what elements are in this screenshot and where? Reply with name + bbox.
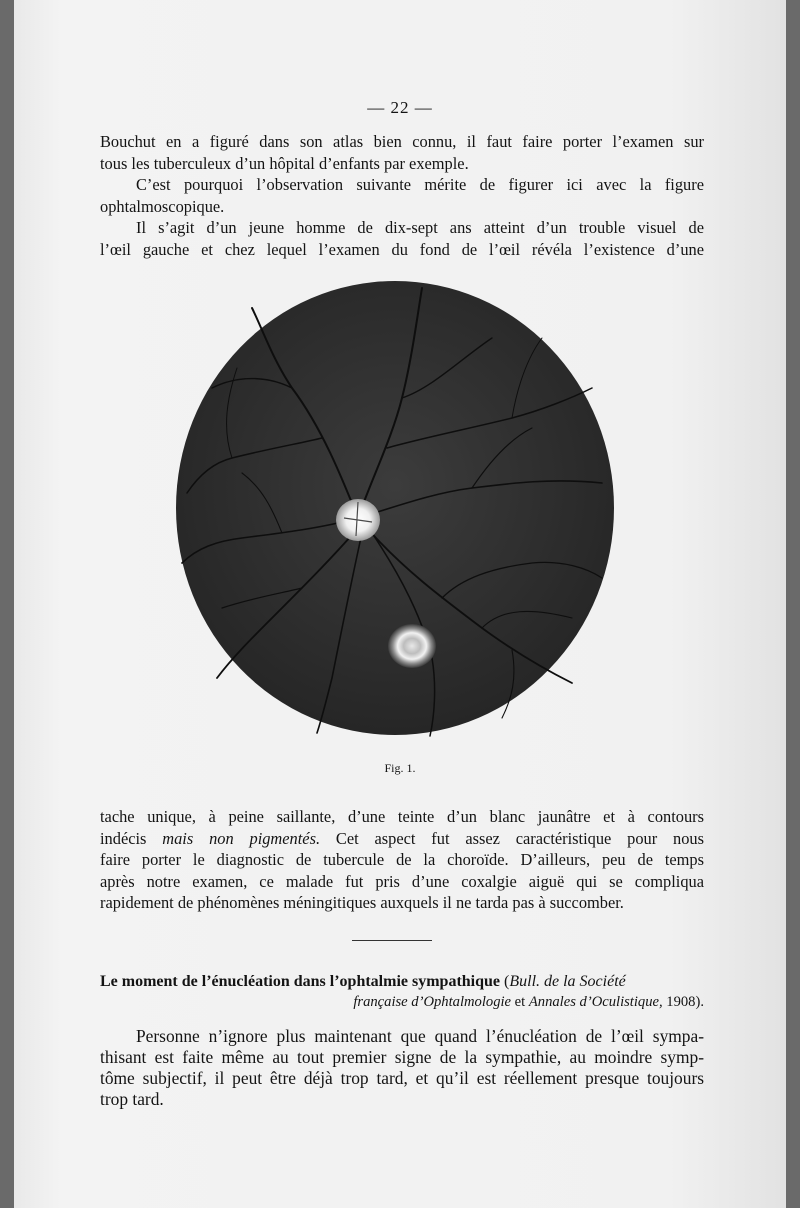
book-page <box>14 0 786 1208</box>
reference-heading <box>100 972 704 1012</box>
reference-source-line <box>100 992 704 1012</box>
reference-journal-1: française d’Ophtalmologie <box>353 994 512 1010</box>
text-line: l’œil gauche et chez lequel l’examen du fond de l’œil révéla l’existence d’une <box>100 239 704 259</box>
page-number: — 22 — <box>367 98 433 117</box>
reference-title: Le moment de l’énucléation dans l’ophtalmie sympathique <box>100 973 501 990</box>
text-line: Bouchut en a figuré dans son atlas bien connu, il faut faire porter l’examen sur <box>100 132 704 151</box>
text-line: tous les tuberculeux d’un hôpital d’enfants par exemple. <box>100 153 469 173</box>
text-line <box>100 828 704 850</box>
reference-journal-2: Annales d’Oculistique, <box>528 994 663 1010</box>
text-line: faire porter le diagnostic de tubercule de la choroïde. D’ailleurs, peu de temps <box>100 850 704 869</box>
text-line: Personne n’ignore plus maintenant que quand l’énucléation de l’œil sympa- <box>136 1026 704 1046</box>
text-line: tache unique, à peine saillante, d’une teinte d’un blanc jaunâtre et à contours <box>100 807 704 826</box>
paragraph-case <box>100 217 704 260</box>
reference-source-open: ( <box>500 973 510 990</box>
text-line: tôme subjectif, il peut être déjà trop tard, et qu’il est réellement presque toujours <box>100 1068 704 1088</box>
italic-phrase: mais non pigmentés. <box>162 828 321 848</box>
paragraph-tache <box>100 806 704 914</box>
reference-year: 1908). <box>662 994 704 1010</box>
paragraph-bouchut <box>100 131 704 174</box>
text-segment: Cet aspect fut assez caractéristique pour nous <box>320 828 704 848</box>
reference-and: et <box>511 994 529 1010</box>
fundus-illustration <box>172 278 618 740</box>
text-segment: indécis <box>100 828 163 848</box>
text-line: ophtalmoscopique. <box>100 196 225 216</box>
text-line: Il s’agit d’un jeune homme de dix-sept ans atteint d’un trouble visuel de <box>136 218 704 237</box>
text-line: après notre examen, ce malade fut pris d’une coxalgie aiguë qui se compliqua <box>100 871 704 891</box>
choroid-tubercle-spot <box>388 624 436 668</box>
text-line: C’est pourquoi l’observation suivante mérite de figurer ici avec la figure <box>136 175 704 194</box>
text-line: thisant est faite même au tout premier signe de la sympathie, au moindre symp- <box>100 1047 704 1067</box>
reference-source-bull: Bull. de la Société <box>509 973 626 990</box>
fundus-background <box>176 281 614 735</box>
text-line: rapidement de phénomènes méningitiques auxquels il ne tarda pas à succomber. <box>100 893 624 912</box>
figure-caption: Fig. 1. <box>384 761 416 775</box>
text-line: trop tard. <box>100 1089 164 1109</box>
paragraph-observation <box>100 174 704 217</box>
section-divider <box>352 940 432 941</box>
paragraph-personne <box>100 1026 704 1110</box>
